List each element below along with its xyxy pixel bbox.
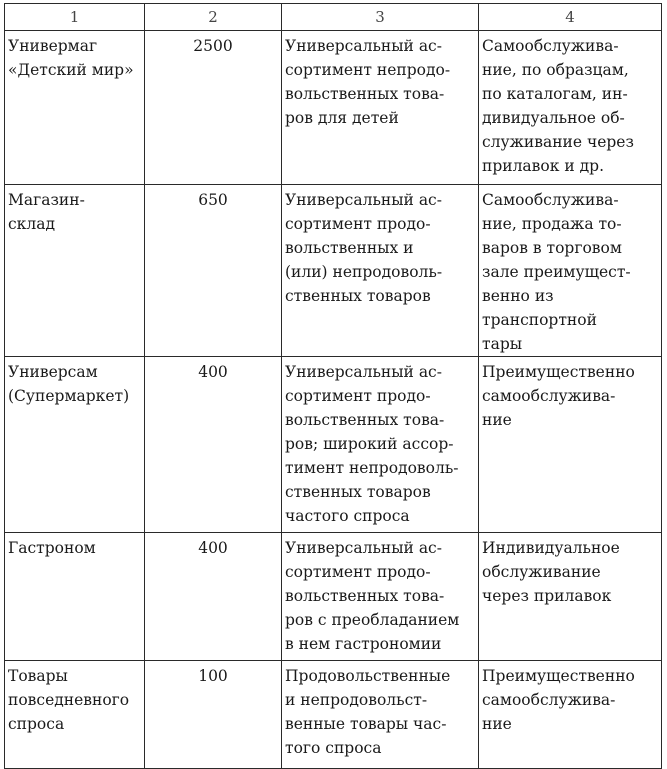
- assortment-cell: Универсальный ас- сортимент продо- вольственных и (или) непродоволь- ственных товаров: [282, 185, 479, 357]
- table-row: [5, 357, 662, 533]
- store-name-cell: Универсам (Супермаркет): [5, 357, 145, 533]
- table-row: [5, 533, 662, 661]
- area-cell: 650: [145, 185, 282, 357]
- area-cell: 2500: [145, 31, 282, 185]
- column-header-2: 2: [145, 4, 282, 31]
- table-row: [5, 661, 662, 769]
- service-cell: Самообслужива- ние, по образцам, по каталогам, ин- дивидуальное об- служивание через прилавок и др.: [479, 31, 662, 185]
- store-name-cell: Универмаг «Детский мир»: [5, 31, 145, 185]
- area-cell: 100: [145, 661, 282, 769]
- service-cell: Самообслужива- ние, продажа то- варов в торговом зале преимущест- венно из транспортной тары: [479, 185, 662, 357]
- assortment-cell: Универсальный ас- сортимент продо- вольственных това- ров; широкий ассор- тимент непродоволь- ственных товаров частого спроса: [282, 357, 479, 533]
- column-header-4: 4: [479, 4, 662, 31]
- assortment-cell: Универсальный ас- сортимент непродо- вольственных това- ров для детей: [282, 31, 479, 185]
- column-header-1: 1: [5, 4, 145, 31]
- store-name-cell: Товары повседневного спроса: [5, 661, 145, 769]
- header-row: [5, 4, 662, 31]
- store-name-cell: Магазин- склад: [5, 185, 145, 357]
- column-header-3: 3: [282, 4, 479, 31]
- table-row: [5, 185, 662, 357]
- table-row: [5, 31, 662, 185]
- table-body: [5, 31, 662, 769]
- area-cell: 400: [145, 357, 282, 533]
- area-cell: 400: [145, 533, 282, 661]
- service-cell: Индивидуальное обслуживание через прилавок: [479, 533, 662, 661]
- service-cell: Преимущественно самообслужива- ние: [479, 661, 662, 769]
- assortment-cell: Продовольственные и непродовольст- венные товары час- того спроса: [282, 661, 479, 769]
- service-cell: Преимущественно самообслужива- ние: [479, 357, 662, 533]
- table-header: [5, 4, 662, 31]
- store-name-cell: Гастроном: [5, 533, 145, 661]
- store-types-table: [4, 3, 662, 769]
- assortment-cell: Универсальный ас- сортимент продо- вольственных това- ров с преобладанием в нем гастрономии: [282, 533, 479, 661]
